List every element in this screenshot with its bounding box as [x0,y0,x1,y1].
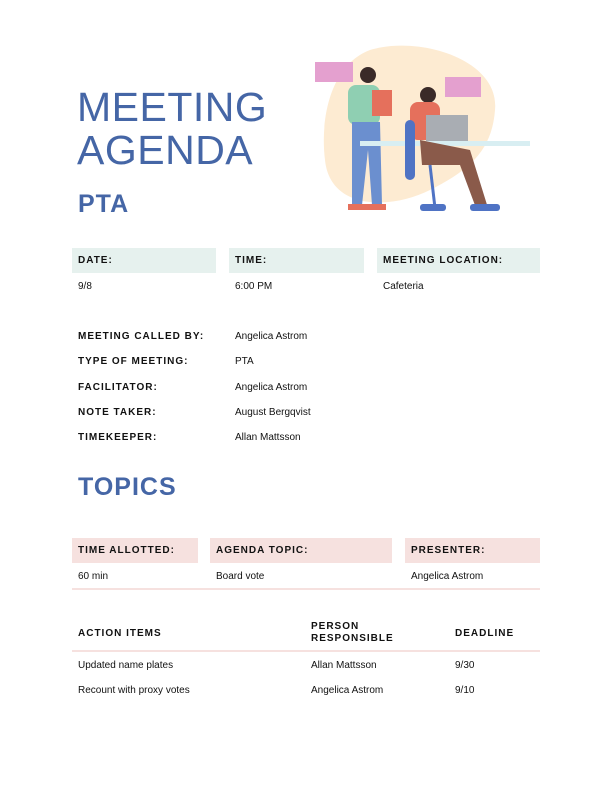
presenter-header: PRESENTER: [405,538,540,563]
divider [72,650,540,652]
time-value: 6:00 PM [235,281,273,292]
detail-label: FACILITATOR: [78,382,158,393]
meeting-illustration [310,40,535,220]
header-line: RESPONSIBLE [311,633,394,644]
action-person: Allan Mattsson [311,660,377,671]
action-items-header: ACTION ITEMS [78,628,162,639]
detail-value: Allan Mattsson [235,432,301,443]
page-title [77,86,267,172]
deadline-header: DEADLINE [455,628,515,639]
time-allotted-value: 60 min [78,571,109,582]
meeting-subtitle: PTA [78,190,130,218]
action-person: Angelica Astrom [311,685,384,696]
agenda-topic-value: Board vote [216,571,265,582]
location-header: MEETING LOCATION: [377,248,540,273]
detail-value: Angelica Astrom [235,382,308,393]
detail-label: TYPE OF MEETING: [78,356,189,367]
header-line: PERSON [311,621,360,632]
detail-label: MEETING CALLED BY: [78,331,205,342]
person-responsible-header [311,621,394,645]
action-item: Updated name plates [78,660,174,671]
divider [72,588,540,590]
action-deadline: 9/10 [455,685,475,696]
agenda-topic-header: AGENDA TOPIC: [210,538,392,563]
detail-value: PTA [235,356,254,367]
presenter-value: Angelica Astrom [411,571,484,582]
date-value: 9/8 [78,281,92,292]
action-item: Recount with proxy votes [78,685,190,696]
date-header: DATE: [72,248,216,273]
title-line-2: AGENDA [77,127,254,173]
detail-label: NOTE TAKER: [78,407,157,418]
detail-label: TIMEKEEPER: [78,432,158,443]
detail-value: August Bergqvist [235,407,311,418]
topics-heading: TOPICS [78,473,177,501]
location-value: Cafeteria [383,281,424,292]
detail-value: Angelica Astrom [235,331,308,342]
time-allotted-header: TIME ALLOTTED: [72,538,198,563]
title-line-1: MEETING [77,84,268,130]
action-deadline: 9/30 [455,660,475,671]
time-header: TIME: [229,248,364,273]
